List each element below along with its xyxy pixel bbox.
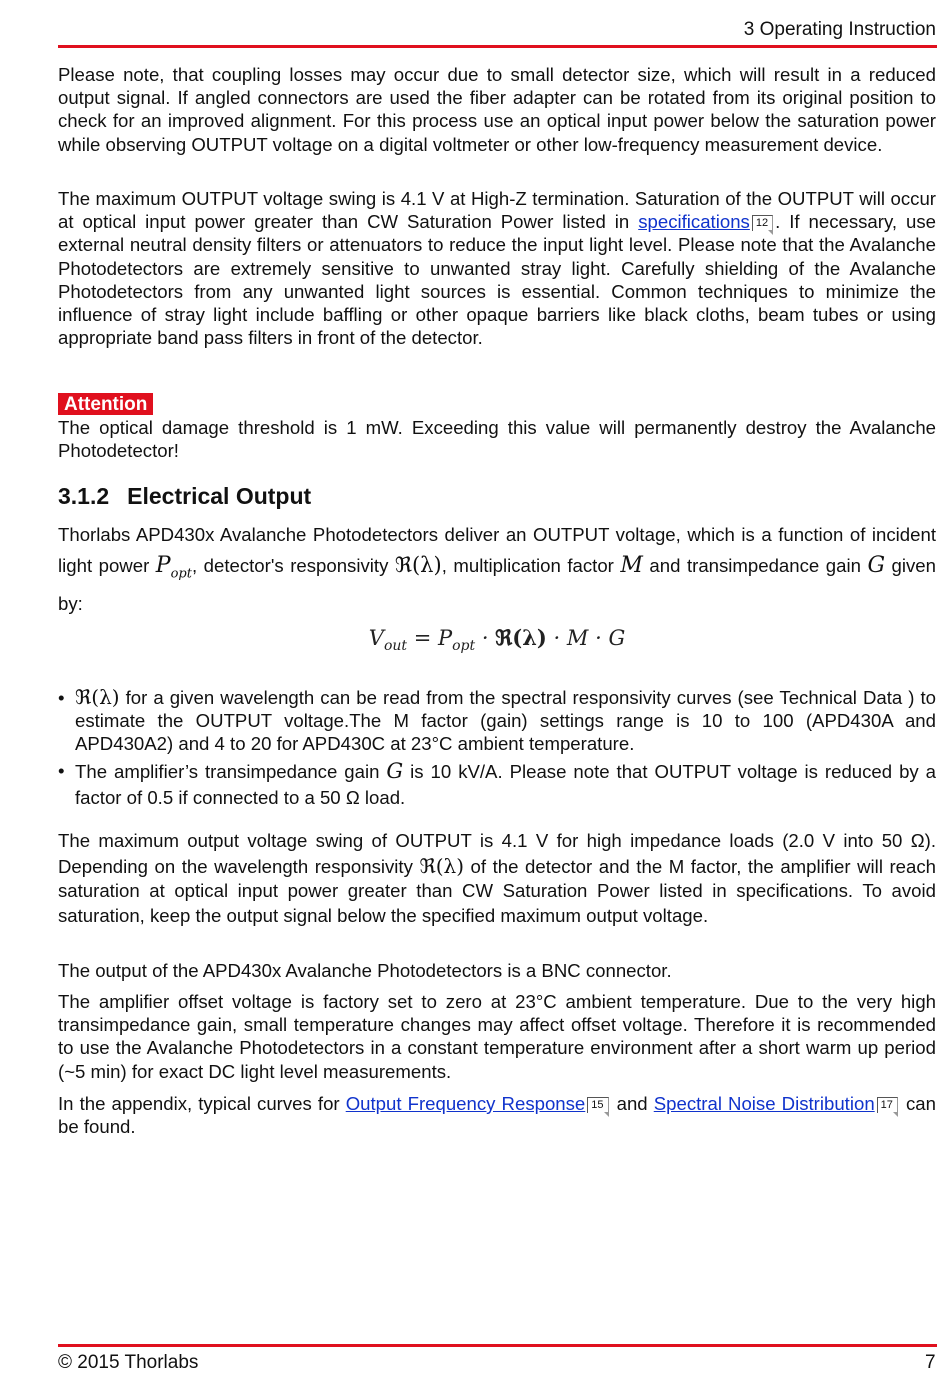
section-title: Electrical Output [127, 483, 312, 509]
attention-block [58, 393, 153, 415]
paragraph-text: , detector's responsivity [191, 555, 395, 576]
list-item-text: The amplifier’s transimpedance gain [75, 760, 387, 782]
symbol-p-opt [155, 553, 192, 582]
paragraph-text: , multiplication factor [441, 555, 621, 576]
section-number: 3.1.2 [58, 483, 110, 509]
attention-text: The optical damage threshold is 1 mW. Exceeding this value will permanently destroy the Avalanche Photodetector! [58, 417, 936, 462]
symbol-p-subscript: opt [170, 566, 192, 582]
list-item [58, 758, 936, 811]
formula-p: P [437, 626, 453, 650]
paragraph-offset-voltage: The amplifier offset voltage is factory set to zero at 23°C ambient temperature. Due to the very high transimpedance gain, small temperature changes may affect offset voltage. Therefore it is recommended to use the Avalanche Photodetectors in a constant temperature environment after a short warm up period (~5 min) for exact DC light level measurements. [58, 991, 936, 1082]
paragraph-text: and [610, 1093, 654, 1114]
page-reference-icon[interactable]: 15 [587, 1097, 608, 1113]
list-item-text: for a given wavelength can be read from the spectral responsivity curves (see Technical Data ) to estimate the OUTPUT voltage.The M factor (gain) settings range is 10 to 100 (APD430A and APD430A2) and 4 to 20 for APD430C at 23°C ambient temperature. [75, 687, 936, 755]
symbol-g: G [867, 553, 886, 578]
paragraph-electrical-output [58, 520, 936, 619]
paragraph-bnc-connector: The output of the APD430x Avalanche Photodetectors is a BNC connector. [58, 960, 672, 981]
formula-m: M [566, 626, 589, 650]
formula-g: G [608, 626, 626, 650]
paragraph-text: given by: [58, 555, 936, 615]
formula-v: V [368, 626, 384, 650]
formula-equals: = [407, 626, 438, 650]
formula-responsivity: ℜ(λ) [495, 625, 547, 650]
bullet-list [58, 686, 936, 811]
formula-dot: · [475, 626, 496, 650]
paragraph-coupling-losses: Please note, that coupling losses may occur due to small detector size, which will result in a reduced output signal. If angled connectors are used the fiber adapter can be rotated from its original position to check for an improved alignment. For this process use an optical input power below the saturation power while observing OUTPUT voltage on a digital voltmeter or other low-frequency measurement device. [58, 64, 936, 155]
output-voltage-formula [58, 623, 936, 661]
page-number: 7 [925, 1352, 936, 1373]
footer-rule [58, 1344, 937, 1347]
symbol-m: M [620, 553, 643, 578]
list-item [58, 686, 936, 756]
paragraph-text: can be found. [58, 1093, 936, 1138]
attention-badge: Attention [58, 393, 153, 415]
link-spectral-noise-distribution[interactable]: Spectral Noise Distribution [653, 1093, 875, 1114]
link-specifications[interactable]: specifications [638, 211, 750, 233]
paragraph-text: The maximum OUTPUT voltage swing is 4.1 V at High-Z termination. Saturation of the OUTPUT will occur at optical input power greater than CW Saturation Power listed in [58, 188, 936, 233]
page-reference-icon[interactable]: 17 [877, 1097, 898, 1113]
formula-dot: · [588, 626, 609, 650]
paragraph-output-swing [58, 187, 936, 349]
paragraph-text: In the appendix, typical curves for [58, 1093, 346, 1114]
formula-dot: · [546, 626, 567, 650]
link-output-frequency-response[interactable]: Output Frequency Response [345, 1093, 586, 1114]
section-heading [58, 482, 936, 510]
formula-p-subscript: opt [452, 638, 476, 655]
formula-v-subscript: out [383, 638, 408, 655]
symbol-g: G [386, 758, 404, 783]
symbol-responsivity: ℜ(λ) [419, 853, 465, 878]
paragraph-text: of the detector and the M factor, the amplifier will reach saturation at optical input power greater than CW Saturation Power listed in specifications. To avoid saturation, keep the output signal below the specified maximum output voltage. [58, 855, 937, 926]
symbol-p: P [155, 553, 171, 578]
header-rule [58, 45, 937, 48]
paragraph-text: The maximum output voltage swing of OUTPUT is 4.1 V for high impedance loads (2.0 V into 50 Ω). Depending on the wavelength responsivity [58, 830, 936, 877]
list-item-text: is 10 kV/A. Please note that OUTPUT voltage is reduced by a factor of 0.5 if connected to a 50 Ω load. [75, 760, 937, 808]
paragraph-text: . If necessary, use external neutral density filters or attenuators to reduce the input light level. Please note that the Avalanche Photodetectors are extremely sensitive to unwanted stray light. Carefully shielding of the Avalanche Photodetectors from any unwanted light sources is essential. Common techniques to minimize the influence of stray light include baffling or other opaque barriers like black cloths, beam tubes or using appropriate band pass filters in front of the detector. [58, 211, 936, 349]
symbol-responsivity: ℜ(λ) [75, 685, 120, 709]
paragraph-appendix [58, 1092, 936, 1138]
paragraph-text: and transimpedance gain [642, 555, 868, 576]
paragraph-output-swing-loads [58, 829, 936, 928]
running-header: 3 Operating Instruction [743, 19, 936, 40]
footer-copyright: © 2015 Thorlabs [58, 1352, 199, 1373]
page-reference-icon[interactable]: 12 [752, 215, 773, 231]
paragraph-text: Thorlabs APD430x Avalanche Photodetectors deliver an OUTPUT voltage, which is a function of incident light power [58, 524, 936, 576]
symbol-responsivity: ℜ(λ) [394, 553, 442, 577]
